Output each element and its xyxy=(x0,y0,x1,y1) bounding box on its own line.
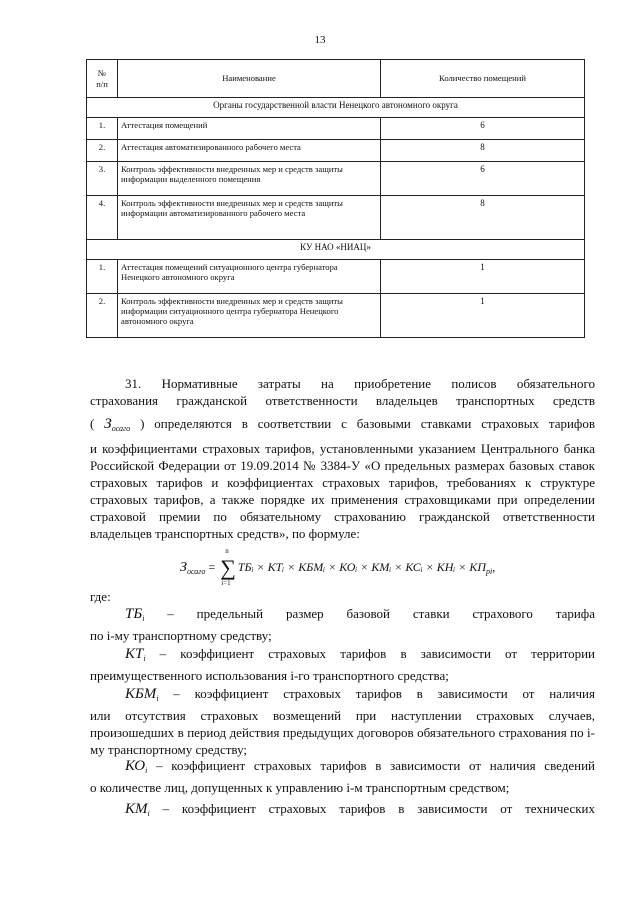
premises-table xyxy=(86,59,585,338)
table-row xyxy=(87,162,585,196)
paragraph-line: страхования гражданской ответственности владельцев транспортных средств xyxy=(90,393,595,408)
definition-cont: по i-му транспортному средству; xyxy=(90,628,272,643)
table-row xyxy=(87,260,585,294)
definition-tb xyxy=(90,605,595,644)
row-name: Аттестация помещений ситуационного центра губернатора Ненецкого автономного округа xyxy=(118,260,381,294)
formula-rhs: ТБᵢ × КТᵢ × КБМᵢ × КОᵢ × КМᵢ × КСᵢ × КНᵢ × КП xyxy=(237,560,487,574)
def-symbol: ТБ xyxy=(125,606,143,622)
def-text: – предельный размер базовой ставки страхового тарифа xyxy=(144,606,595,621)
definition-cont: преимущественного использования i-го транспортного средства; xyxy=(90,668,449,683)
table-row xyxy=(87,140,585,162)
row-qty: 6 xyxy=(381,118,585,140)
def-sub: i xyxy=(142,614,145,623)
definition-line xyxy=(90,800,595,822)
section-title: Органы государственной власти Ненецкого автономного округа xyxy=(87,98,585,118)
def-text: – коэффициент страховых тарифов в зависимости от наличия сведений xyxy=(147,758,595,773)
def-text: – коэффициент страховых тарифов в зависимости от наличия xyxy=(158,686,595,701)
formula-rhs-sub: pi xyxy=(486,567,493,576)
row-qty: 1 xyxy=(381,260,585,294)
sum-sign: ∑ n i=1 xyxy=(220,547,236,587)
def-text: – коэффициент страховых тарифов в зависимости от территории xyxy=(145,646,595,661)
row-name: Аттестация автоматизированного рабочего места xyxy=(118,140,381,162)
row-qty: 8 xyxy=(381,140,585,162)
table-row xyxy=(87,118,585,140)
def-sub: i xyxy=(156,694,159,703)
definition-kbm xyxy=(90,685,595,758)
def-symbol: КБМ xyxy=(125,686,157,702)
table-row xyxy=(87,294,585,338)
definition-kt xyxy=(90,645,595,684)
row-name: Контроль эффективности внедренных мер и средств защиты информации ситуационного центра губернатора Ненецкого автономного округа xyxy=(118,294,381,338)
section-row xyxy=(87,98,585,118)
section-title: КУ НАО «НИАЦ» xyxy=(87,240,585,260)
formula-lhs-sub: осаго xyxy=(186,567,206,576)
symbol-z-sub: осаго xyxy=(111,424,131,433)
paragraph-line: 31. Нормативные затраты на приобретение полисов обязательного xyxy=(125,376,595,391)
formula-eq: = xyxy=(205,560,219,574)
def-symbol: КО xyxy=(125,758,146,774)
def-sub: i xyxy=(147,809,150,818)
definition-line xyxy=(90,645,595,667)
row-name: Контроль эффективности внедренных мер и средств защиты информации автоматизированного рабочего места xyxy=(118,196,381,240)
row-number: 2. xyxy=(87,140,118,162)
row-number: 3. xyxy=(87,162,118,196)
definition-ko xyxy=(90,757,595,796)
where-label: где: xyxy=(90,589,111,604)
row-qty: 1 xyxy=(381,294,585,338)
sum-top: n xyxy=(225,547,229,555)
header-qty: Количество помещений xyxy=(381,60,585,98)
def-text: – коэффициент страховых тарифов в зависимости от технических xyxy=(149,801,595,816)
formula-tail: , xyxy=(492,560,496,574)
table-row xyxy=(87,196,585,240)
def-symbol: КТ xyxy=(125,646,144,662)
def-symbol: КМ xyxy=(125,801,148,817)
definition-line xyxy=(90,757,595,779)
symbol-z: З xyxy=(104,416,112,432)
row-name: Аттестация помещений xyxy=(118,118,381,140)
row-number: 1. xyxy=(87,118,118,140)
row-qty: 6 xyxy=(381,162,585,196)
formula-lhs: З xyxy=(180,560,187,575)
row-number: 2. xyxy=(87,294,118,338)
table-header-row xyxy=(87,60,585,98)
definition-cont: о количестве лиц, допущенных к управлению i-м транспортным средством; xyxy=(90,780,510,795)
row-qty: 8 xyxy=(381,196,585,240)
paren-open: ( xyxy=(90,416,95,431)
row-number: 1. xyxy=(87,260,118,294)
definition-km xyxy=(90,800,595,822)
paragraph-31 xyxy=(90,375,595,542)
def-sub: i xyxy=(145,766,148,775)
row-number: 4. xyxy=(87,196,118,240)
definition-line xyxy=(90,605,595,627)
row-name: Контроль эффективности внедренных мер и средств защиты информации выделенного помещения xyxy=(118,162,381,196)
formula xyxy=(180,547,496,587)
definition-line xyxy=(90,685,595,707)
page-number: 13 xyxy=(314,34,326,46)
section-row xyxy=(87,240,585,260)
paragraph-line-rest: ) определяются в соответствии с базовыми ставками страховых тарифов xyxy=(140,416,595,431)
definition-cont: или отсутствия страховых возмещений при наступлении страховых случаев, произошедших в период действия предыдущих договоров обязательного страхования по i-му транспортному средству; xyxy=(90,708,595,757)
header-number: № п/п xyxy=(87,60,118,98)
sum-bottom: i=1 xyxy=(221,579,231,587)
def-sub: i xyxy=(143,654,146,663)
paragraph-line xyxy=(90,413,595,440)
header-name: Наименование xyxy=(118,60,381,98)
paragraph-body: и коэффициентами страховых тарифов, установленными указанием Центрального банка Российской Федерации от 19.09.2014 № 3384-У «О предельных размерах базовых ставок страховых тарифов и коэффициентах страховых тарифов, требованиях к структуре страховых тарифов, а также порядке их применения страховщиками при определении страховой премии по обязательному страхованию гражданской ответственности владельцев транспортных средств», по формуле: xyxy=(90,441,595,541)
